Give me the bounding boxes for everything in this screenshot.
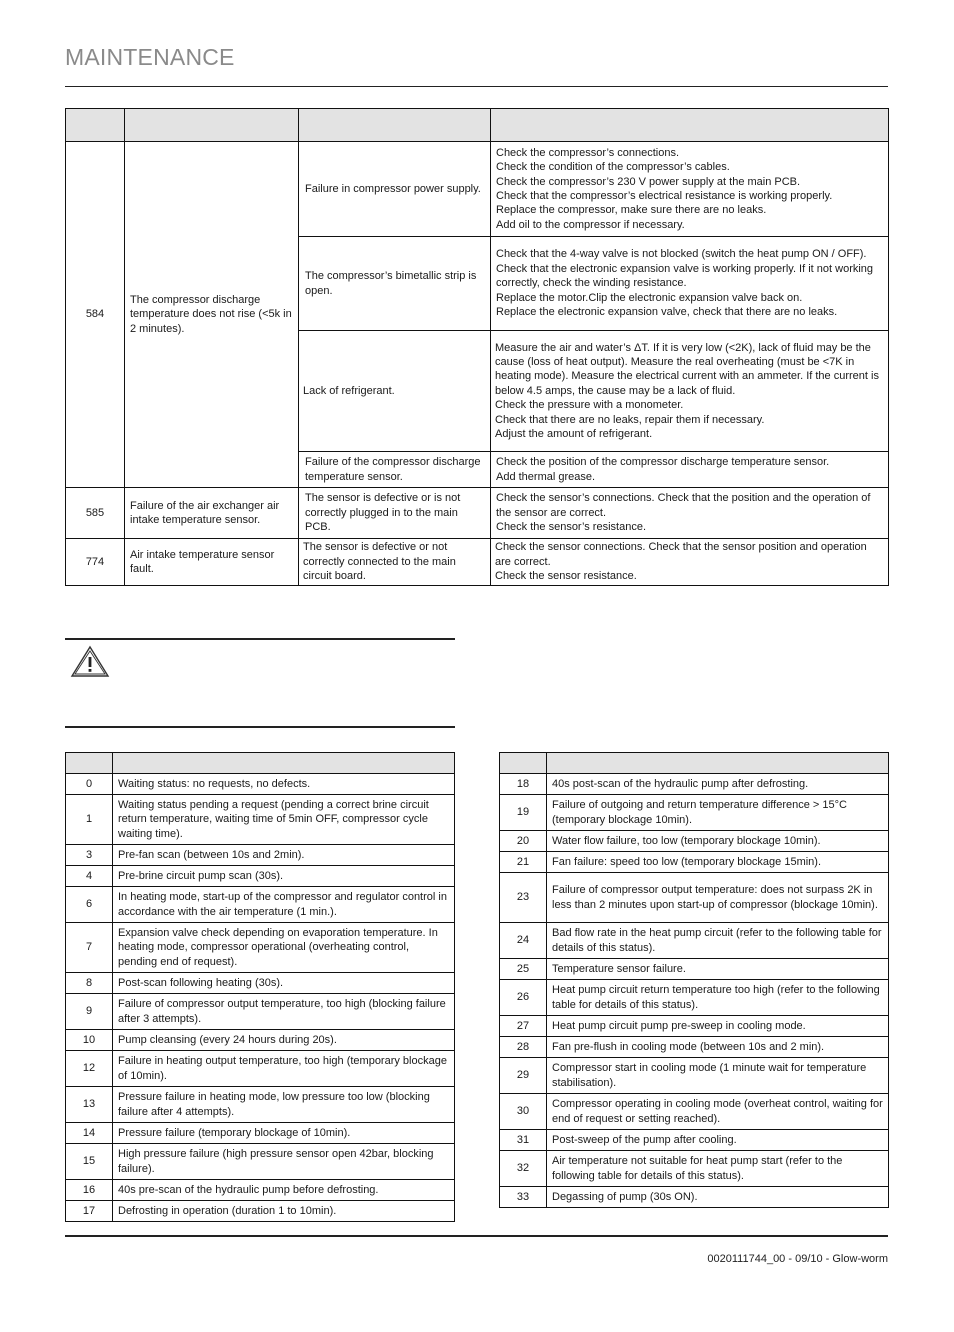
table-row <box>500 1094 889 1130</box>
status-text: Failure of compressor output temperature, too high (blocking failure after 3 attempts). <box>113 994 455 1030</box>
status-header-number <box>500 753 547 774</box>
fault-table-header <box>66 109 889 142</box>
table-row <box>500 795 889 831</box>
status-number: 19 <box>500 795 547 831</box>
status-text: Failure of compressor output temperature: does not surpass 2K in less than 2 minutes upon start-up of compressor (blockage 10min). <box>547 873 889 923</box>
warning-rule-top <box>65 638 455 640</box>
fault-solution <box>491 142 889 237</box>
fault-cause: Failure in compressor power supply. <box>299 142 491 237</box>
fault-table <box>65 108 889 586</box>
table-row <box>66 1051 455 1087</box>
status-number: 24 <box>500 923 547 959</box>
status-number: 20 <box>500 831 547 852</box>
status-header-description <box>547 753 889 774</box>
table-row <box>66 1144 455 1180</box>
table-row <box>66 539 889 586</box>
fault-solution <box>491 331 889 452</box>
status-text: Waiting status pending a request (pending a correct brine circuit return temperature, waiting time of 5min OFF, compressor cycle waiting time). <box>113 795 455 845</box>
fault-code: 774 <box>66 539 125 586</box>
status-text: Waiting status: no requests, no defects. <box>113 774 455 795</box>
solution-line: Check the position of the compressor discharge temperature sensor. <box>496 456 830 469</box>
table-row <box>500 774 889 795</box>
status-header-description <box>113 753 455 774</box>
table-row <box>66 795 455 845</box>
status-text: Fan failure: speed too low (temporary blockage 15min). <box>547 852 889 873</box>
table-row <box>66 923 455 973</box>
status-number: 1 <box>66 795 113 845</box>
status-number: 10 <box>66 1030 113 1051</box>
table-row <box>66 1201 455 1222</box>
status-number: 7 <box>66 923 113 973</box>
status-table-left <box>65 752 455 1222</box>
status-text: 40s post-scan of the hydraulic pump after defrosting. <box>547 774 889 795</box>
solution-line: Check that there are no leaks, repair them if necessary. <box>495 413 765 426</box>
status-number: 23 <box>500 873 547 923</box>
status-number: 15 <box>66 1144 113 1180</box>
solution-line: Check the compressor’s connections. <box>496 146 680 159</box>
status-header-number <box>66 753 113 774</box>
status-text: Compressor start in cooling mode (1 minute wait for temperature stabilisation). <box>547 1058 889 1094</box>
solution-line: Replace the compressor, make sure there are no leaks. <box>496 204 767 217</box>
status-number: 33 <box>500 1187 547 1208</box>
table-row <box>500 831 889 852</box>
status-number: 4 <box>66 866 113 887</box>
status-table-right <box>499 752 889 1208</box>
status-text: Pressure failure in heating mode, low pressure too low (blocking failure after 4 attempts). <box>113 1087 455 1123</box>
status-text: Post-scan following heating (30s). <box>113 973 455 994</box>
status-number: 26 <box>500 980 547 1016</box>
solution-line: Check the pressure with a monometer. <box>495 399 684 412</box>
status-text: In heating mode, start-up of the compressor and regulator control in accordance with the air temperature (1 min.). <box>113 887 455 923</box>
fault-cause: The sensor is defective or is not correctly plugged in to the main PCB. <box>299 488 491 539</box>
table-row <box>66 1123 455 1144</box>
solution-line: Replace the electronic expansion valve, check that there are no leaks. <box>496 306 838 319</box>
solution-line: Check the sensor resistance. <box>495 570 637 583</box>
table-row <box>500 1130 889 1151</box>
table-row <box>66 866 455 887</box>
solution-line: Check the condition of the compressor’s cables. <box>496 161 730 174</box>
footer-rule <box>65 1235 888 1237</box>
table-row <box>500 852 889 873</box>
status-number: 21 <box>500 852 547 873</box>
status-number: 16 <box>66 1180 113 1201</box>
solution-line: Check the compressor’s 230 V power supply at the main PCB. <box>496 175 801 188</box>
status-text: High pressure failure (high pressure sensor open 42bar, blocking failure). <box>113 1144 455 1180</box>
fault-cause: Failure of the compressor discharge temperature sensor. <box>299 452 491 488</box>
table-row <box>500 959 889 980</box>
status-text: 40s pre-scan of the hydraulic pump before defrosting. <box>113 1180 455 1201</box>
fault-header-solution <box>491 109 889 142</box>
status-number: 31 <box>500 1130 547 1151</box>
status-text: Pressure failure (temporary blockage of 10min). <box>113 1123 455 1144</box>
table-row <box>500 873 889 923</box>
status-number: 30 <box>500 1094 547 1130</box>
table-row <box>66 1030 455 1051</box>
table-row <box>66 1180 455 1201</box>
solution-line: Check that the 4-way valve is not blocked (switch the heat pump ON / OFF). <box>496 248 867 261</box>
status-number: 9 <box>66 994 113 1030</box>
table-row <box>66 973 455 994</box>
status-text: Failure in heating output temperature, too high (temporary blockage of 10min). <box>113 1051 455 1087</box>
status-text: Temperature sensor failure. <box>547 959 889 980</box>
solution-line: Add thermal grease. <box>496 470 596 483</box>
table-row <box>66 845 455 866</box>
status-text: Expansion valve check depending on evaporation temperature. In heating mode, compressor operational (overheating control, pending end of request). <box>113 923 455 973</box>
status-number: 3 <box>66 845 113 866</box>
status-text: Pre-fan scan (between 10s and 2min). <box>113 845 455 866</box>
fault-header-description <box>125 109 299 142</box>
table-row <box>66 887 455 923</box>
table-row <box>66 1087 455 1123</box>
status-text: Pump cleansing (every 24 hours during 20s). <box>113 1030 455 1051</box>
fault-solution <box>491 488 889 539</box>
status-number: 13 <box>66 1087 113 1123</box>
table-row <box>500 1151 889 1187</box>
status-text: Water flow failure, too low (temporary blockage 10min). <box>547 831 889 852</box>
solution-line: Check the sensor’s resistance. <box>496 521 646 534</box>
table-row <box>500 1037 889 1058</box>
status-number: 12 <box>66 1051 113 1087</box>
status-table-header <box>66 753 455 774</box>
fault-header-cause <box>299 109 491 142</box>
solution-line: Measure the air and water’s ΔT. If it is very low (<2K), lack of fluid may be the cause (loss of heat output). Measure the real overheating (must be <7K in heating mode). Measure the electrical current with an ammeter. If the current is below 4.5 amps, the cause may be a lack of fluid. <box>495 341 879 397</box>
table-row <box>500 1058 889 1094</box>
status-text: Degassing of pump (30s ON). <box>547 1187 889 1208</box>
table-row <box>500 1016 889 1037</box>
table-row <box>66 142 889 237</box>
solution-line: Check that the electronic expansion valve is working properly. If it not working correctly, check the winding resistance. <box>496 262 874 290</box>
status-number: 32 <box>500 1151 547 1187</box>
solution-line: Check the sensor’s connections. Check that the position and the operation of the sensor are correct. <box>496 492 871 519</box>
status-number: 17 <box>66 1201 113 1222</box>
status-text: Pre-brine circuit pump scan (30s). <box>113 866 455 887</box>
status-number: 18 <box>500 774 547 795</box>
status-text: Post-sweep of the pump after cooling. <box>547 1130 889 1151</box>
table-row <box>66 488 889 539</box>
fault-cause: The sensor is defective or not correctly connected to the main circuit board. <box>299 539 491 586</box>
status-text: Air temperature not suitable for heat pump start (refer to the following table for details of this status). <box>547 1151 889 1187</box>
status-text: Heat pump circuit pump pre-sweep in cooling mode. <box>547 1016 889 1037</box>
document-reference: 0020111744_00 - 09/10 - Glow-worm <box>707 1253 888 1265</box>
fault-cause: Lack of refrigerant. <box>299 331 491 452</box>
table-row <box>500 1187 889 1208</box>
warning-triangle-icon <box>70 645 110 679</box>
status-text: Compressor operating in cooling mode (overheat control, waiting for end of request or setting reached). <box>547 1094 889 1130</box>
status-number: 25 <box>500 959 547 980</box>
table-row <box>66 994 455 1030</box>
status-number: 27 <box>500 1016 547 1037</box>
solution-line: Replace the motor.Clip the electronic expansion valve back on. <box>496 291 803 304</box>
fault-header-code <box>66 109 125 142</box>
status-text: Failure of outgoing and return temperature difference > 15°C (temporary blockage 10min). <box>547 795 889 831</box>
fault-description: Failure of the air exchanger air intake temperature sensor. <box>125 488 299 539</box>
fault-code: 585 <box>66 488 125 539</box>
status-number: 8 <box>66 973 113 994</box>
status-text: Defrosting in operation (duration 1 to 10min). <box>113 1201 455 1222</box>
warning-rule-bottom <box>65 726 455 728</box>
status-table-header <box>500 753 889 774</box>
page-title: MAINTENANCE <box>65 44 235 70</box>
status-number: 0 <box>66 774 113 795</box>
table-row <box>66 774 455 795</box>
table-row <box>500 980 889 1016</box>
status-number: 6 <box>66 887 113 923</box>
fault-cause: The compressor’s bimetallic strip is open. <box>299 237 491 331</box>
fault-description: The compressor discharge temperature does not rise (<5k in 2 minutes). <box>125 142 299 488</box>
fault-solution <box>491 237 889 331</box>
table-row <box>500 923 889 959</box>
header-rule <box>65 86 888 87</box>
status-number: 29 <box>500 1058 547 1094</box>
status-text: Heat pump circuit return temperature too high (refer to the following table for details of this status). <box>547 980 889 1016</box>
status-text: Fan pre-flush in cooling mode (between 10s and 2 min). <box>547 1037 889 1058</box>
solution-line: Check the sensor connections. Check that the sensor position and operation are correct. <box>495 541 867 568</box>
fault-description: Air intake temperature sensor fault. <box>125 539 299 586</box>
solution-line: Adjust the amount of refrigerant. <box>495 428 653 441</box>
status-number: 14 <box>66 1123 113 1144</box>
status-text: Bad flow rate in the heat pump circuit (refer to the following table for details of this status). <box>547 923 889 959</box>
solution-line: Add oil to the compressor if necessary. <box>496 218 685 231</box>
status-number: 28 <box>500 1037 547 1058</box>
solution-line: Check that the compressor’s electrical resistance is working properly. <box>496 190 833 202</box>
fault-code: 584 <box>66 142 125 488</box>
fault-solution <box>491 452 889 488</box>
fault-solution <box>491 539 889 586</box>
